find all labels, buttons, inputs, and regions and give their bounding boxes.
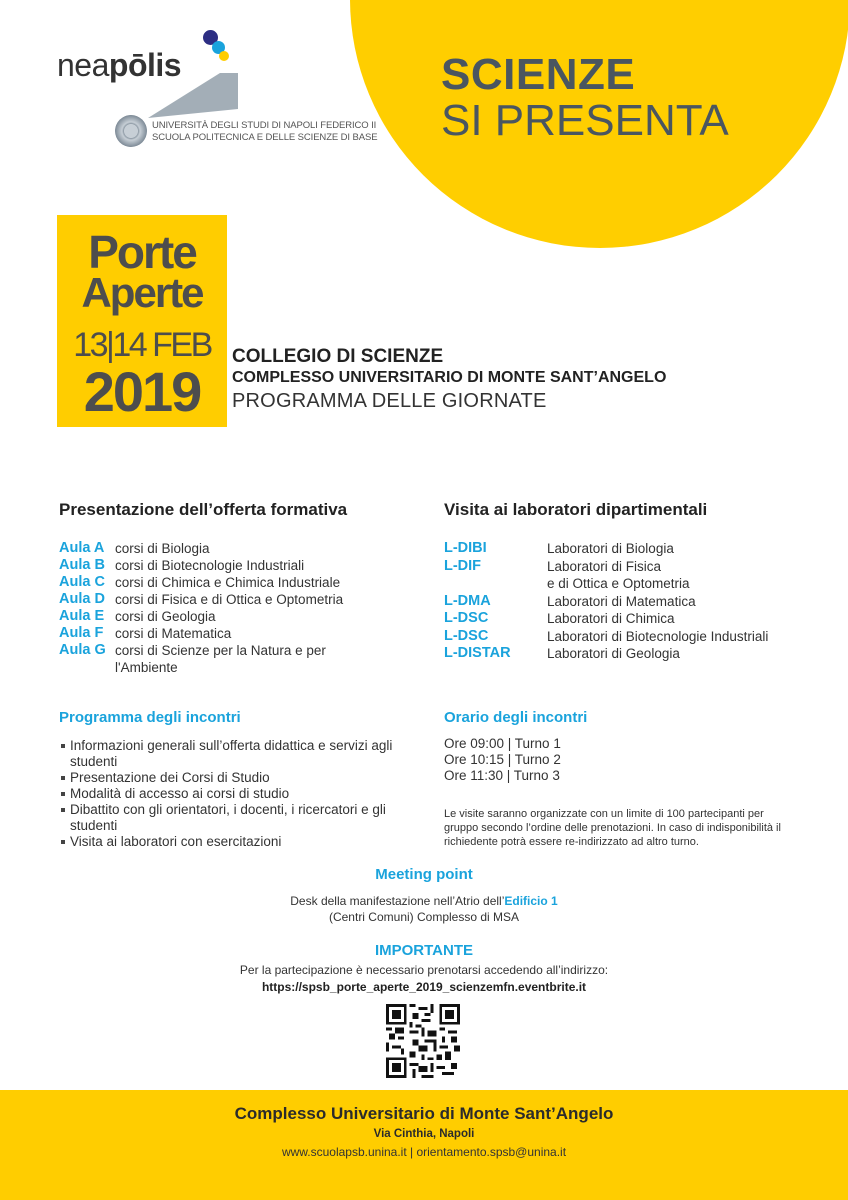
meeting-line2: (Centri Comuni) Complesso di MSA [328,910,520,924]
aula-row [59,625,365,642]
aula-label: Aula B [59,557,105,573]
aula-label: Aula D [59,591,105,607]
venue-title: COLLEGIO DI SCIENZE [232,346,444,367]
aula-row [59,591,365,608]
orario-section [444,709,814,849]
aula-row [59,557,365,574]
porte-label: Porte [88,226,196,278]
lab-code: L-DSC [444,627,489,644]
logo-word-light: nea [57,47,109,83]
meeting-building: Edificio 1 [504,894,558,908]
logo-dot-yellow-icon [219,51,229,61]
hero-title-line2: SI PRESENTA [441,96,729,145]
lab-row [444,593,768,611]
orario-slot: Ore 10:15 | Turno 2 [444,752,561,767]
aula-label: Aula C [59,574,105,590]
aula-label: Aula E [59,608,105,624]
programma-list [59,738,404,850]
porte-aperte-box [57,215,227,427]
logo-word-bold: pōlis [108,47,182,83]
orario-slot: Ore 09:00 | Turno 1 [444,736,561,751]
programma-section [59,709,404,850]
lab-row [444,645,768,663]
lab-code: L-DIBI [444,540,487,556]
aperte-label: Aperte [81,269,203,316]
lab-desc: Laboratori di Chimica [547,611,675,626]
offerta-heading: Presentazione dell’offerta formativa [59,500,348,519]
aula-desc: corsi di Fisica e di Ottica e Optometria [115,592,344,607]
offerta-section [59,500,365,676]
laboratori-section [444,500,768,663]
aula-row [59,608,365,625]
aula-desc: corsi di Scienze per la Natura e per l'Ambiente [115,643,326,675]
lab-desc: Laboratori di Biologia [547,541,674,556]
lab-row [444,540,768,558]
orario-slot: Ore 11:30 | Turno 3 [444,768,560,783]
lab-row [444,558,768,593]
lab-row [444,610,768,628]
meeting-text [0,893,848,925]
aula-desc: corsi di Matematica [115,626,232,641]
lab-desc: Laboratori di Matematica [547,593,696,609]
aula-desc: corsi di Geologia [115,609,216,624]
importante-heading: IMPORTANTE [374,942,474,959]
footer-contacts[interactable]: www.scuolapsb.unina.it | orientamento.spsb@unina.it [281,1145,567,1159]
program-title: PROGRAMMA DELLE GIORNATE [232,390,547,412]
university-line2: SCUOLA POLITECNICA E DELLE SCIENZE DI BASE [152,132,378,143]
aula-desc: corsi di Chimica e Chimica Industriale [115,575,341,590]
venue-subtitle: COMPLESSO UNIVERSITARIO DI MONTE SANT’ANGELO [232,369,667,386]
orario-note: Le visite saranno organizzate con un limite di 100 partecipanti per gruppo secondo l’ordine delle prenotazioni. In caso di indisponibilità il richiedente potrà essere re-indirizzato ad altro turno. [444,808,781,848]
aula-desc: corsi di Biotecnologie Industriali [115,558,305,573]
university-line1: UNIVERSITÀ DEGLI STUDI DI NAPOLI FEDERICO II [152,120,377,131]
logo-ramp-shape [148,73,238,118]
orario-heading: Orario degli incontri [444,709,588,726]
university-name [152,120,377,144]
lab-code: L-DSC [444,610,489,626]
footer-band [0,1090,848,1200]
lab-code: L-DISTAR [444,645,511,661]
lab-code: L-DMA [444,592,491,609]
lab-code: L-DIF [444,557,482,574]
event-dates: 13|14 FEB [73,326,211,364]
qr-code-icon[interactable] [386,1004,460,1078]
programma-item: Visita ai laboratori con esercitazioni [59,834,404,850]
aula-label: Aula F [59,625,104,641]
programma-item: Presentazione dei Corsi di Studio [59,770,404,786]
aula-desc: corsi di Biologia [115,541,210,556]
programma-item: Informazioni generali sull’offerta didattica e servizi agli studenti [59,738,404,770]
hero-title-line1: SCIENZE [441,50,636,99]
orario-slots [444,736,814,784]
footer-title: Complesso Universitario di Monte Sant’Angelo [234,1104,614,1123]
lab-list [444,540,768,663]
meeting-line1-prefix: Desk della manifestazione nell’Atrio dell’ [290,894,505,908]
aula-row [59,540,365,557]
lab-desc-line2: e di Ottica e Optometria [547,576,690,591]
laboratori-heading: Visita ai laboratori dipartimentali [444,500,708,519]
lab-desc: Laboratori di Biotecnologie Industriali [547,628,769,644]
aula-list [59,540,365,676]
lab-desc: Laboratori di Geologia [547,646,680,661]
meeting-heading: Meeting point [375,866,473,883]
aula-row [59,574,365,591]
lab-row [444,628,768,646]
programma-heading: Programma degli incontri [59,709,241,726]
aula-row [59,642,365,676]
registration-link[interactable]: https://spsb_porte_aperte_2019_scienzemfn.eventbrite.it [261,980,587,994]
university-seal-icon [115,115,147,147]
venue-heading [232,346,666,414]
hero-title [441,52,729,144]
importante-text: Per la partecipazione è necessario prenotarsi accedendo all’indirizzo: [239,963,609,977]
footer-address: Via Cinthia, Napoli [373,1128,475,1140]
lab-desc-line1: Laboratori di Fisica [547,558,662,574]
aula-label: Aula A [59,540,105,556]
aula-label: Aula G [59,642,106,658]
programma-item: Modalità di accesso ai corsi di studio [59,786,404,802]
lab-desc [547,558,690,593]
meeting-line1 [0,893,848,909]
programma-item: Dibattito con gli orientatori, i docenti, i ricercatori e gli studenti [59,802,404,834]
event-year: 2019 [83,360,201,423]
